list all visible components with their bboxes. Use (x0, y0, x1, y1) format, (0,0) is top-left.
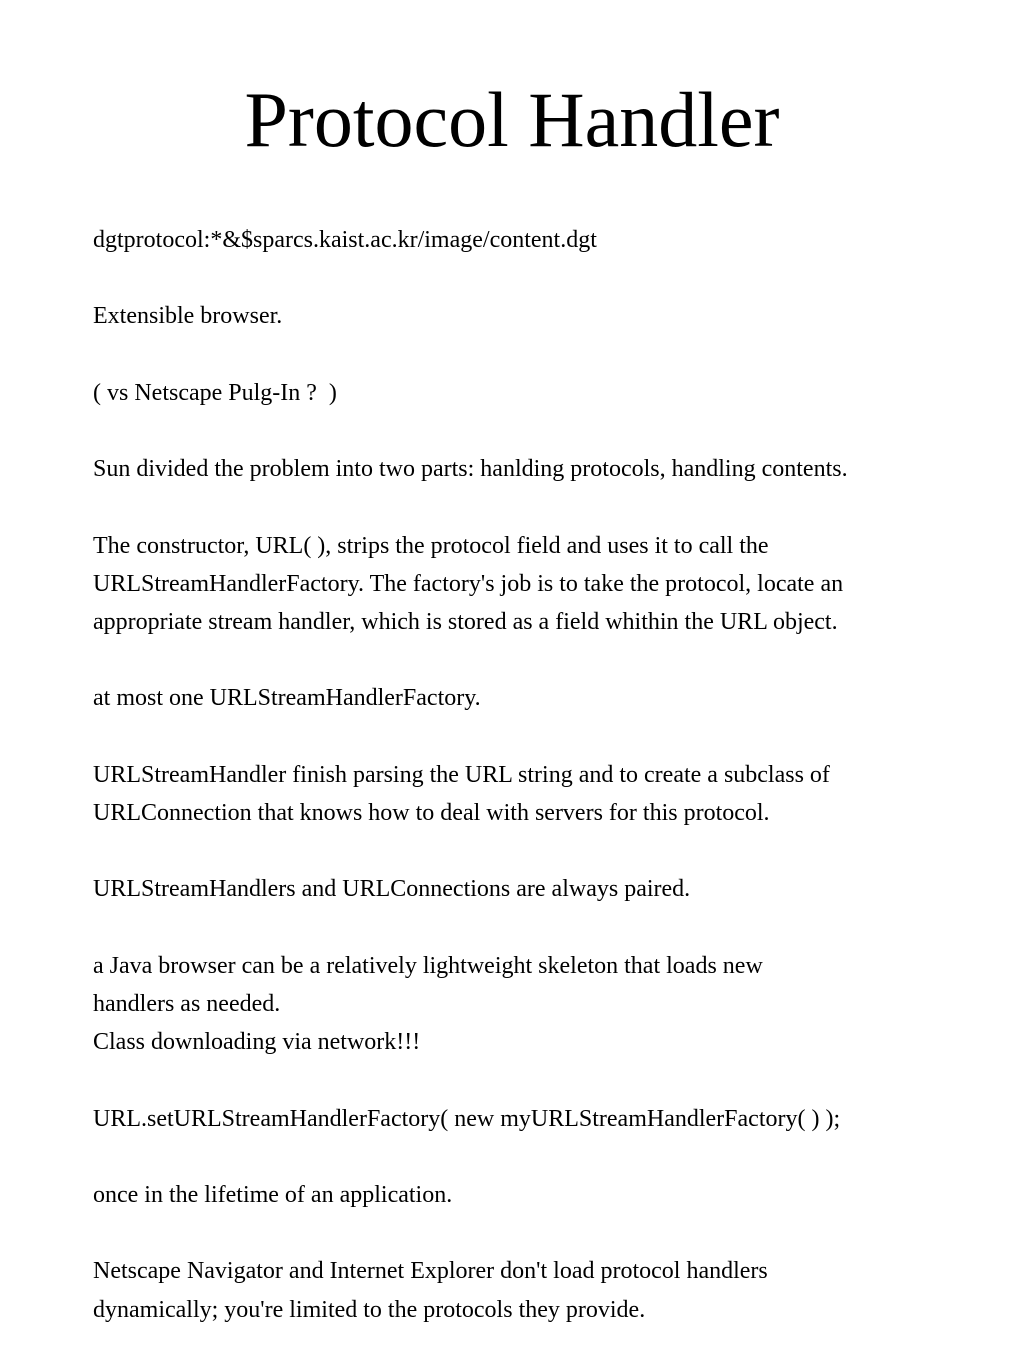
paragraph-set-factory-code (93, 1100, 953, 1138)
text-line: once in the lifetime of an application. (93, 1181, 453, 1208)
text-line: ( vs Netscape Pulg-In ? ) (93, 379, 337, 406)
text-line: dgtprotocol:*&$sparcs.kaist.ac.kr/image/content.dgt (93, 227, 597, 253)
text-line: handlers as needed. (93, 990, 281, 1017)
text-line: URL.setURLStreamHandlerFactory( new myURLStreamHandlerFactory( ) ); (93, 1105, 841, 1132)
paragraph-once-lifetime (93, 1176, 953, 1214)
paragraph-stream-handler (93, 756, 953, 832)
paragraph-url-constructor (93, 527, 953, 642)
text-line: The constructor, URL( ), strips the protocol field and uses it to call the (93, 532, 769, 559)
text-line: URLStreamHandlers and URLConnections are always paired. (93, 876, 691, 903)
text-line: Sun divided the problem into two parts: hanlding protocols, handling contents. (93, 456, 848, 483)
text-line: dynamically; you're limited to the protocols they provide. (93, 1296, 646, 1323)
paragraph-one-factory (93, 679, 953, 717)
text-line: at most one URLStreamHandlerFactory. (93, 685, 481, 712)
text-line: Netscape Navigator and Internet Explorer don't load protocol handlers (93, 1258, 768, 1285)
text-line: URLConnection that knows how to deal with servers for this protocol. (93, 799, 770, 826)
text-line: URLStreamHandler finish parsing the URL string and to create a subclass of (93, 761, 830, 788)
text-line: Class downloading via network!!! (93, 1029, 421, 1056)
page-title: Protocol Handler (244, 76, 780, 163)
slide-body (93, 221, 953, 1367)
text-line: a Java browser can be a relatively lightweight skeleton that loads new (93, 952, 763, 979)
text-line: appropriate stream handler, which is stored as a field whithin the URL object. (93, 608, 838, 635)
paragraph-always-paired (93, 870, 953, 908)
paragraph-sun-divided (93, 450, 953, 488)
text-line: URLStreamHandlerFactory. The factory's job is to take the protocol, locate an (93, 570, 844, 597)
paragraph-extensible-browser (93, 297, 953, 335)
paragraph-netscape-plugin (93, 374, 953, 412)
paragraph-java-browser (93, 947, 953, 1062)
text-line: Extensible browser. (93, 303, 283, 330)
paragraph-protocol-url (93, 221, 953, 259)
paragraph-browsers-limited (93, 1252, 953, 1328)
